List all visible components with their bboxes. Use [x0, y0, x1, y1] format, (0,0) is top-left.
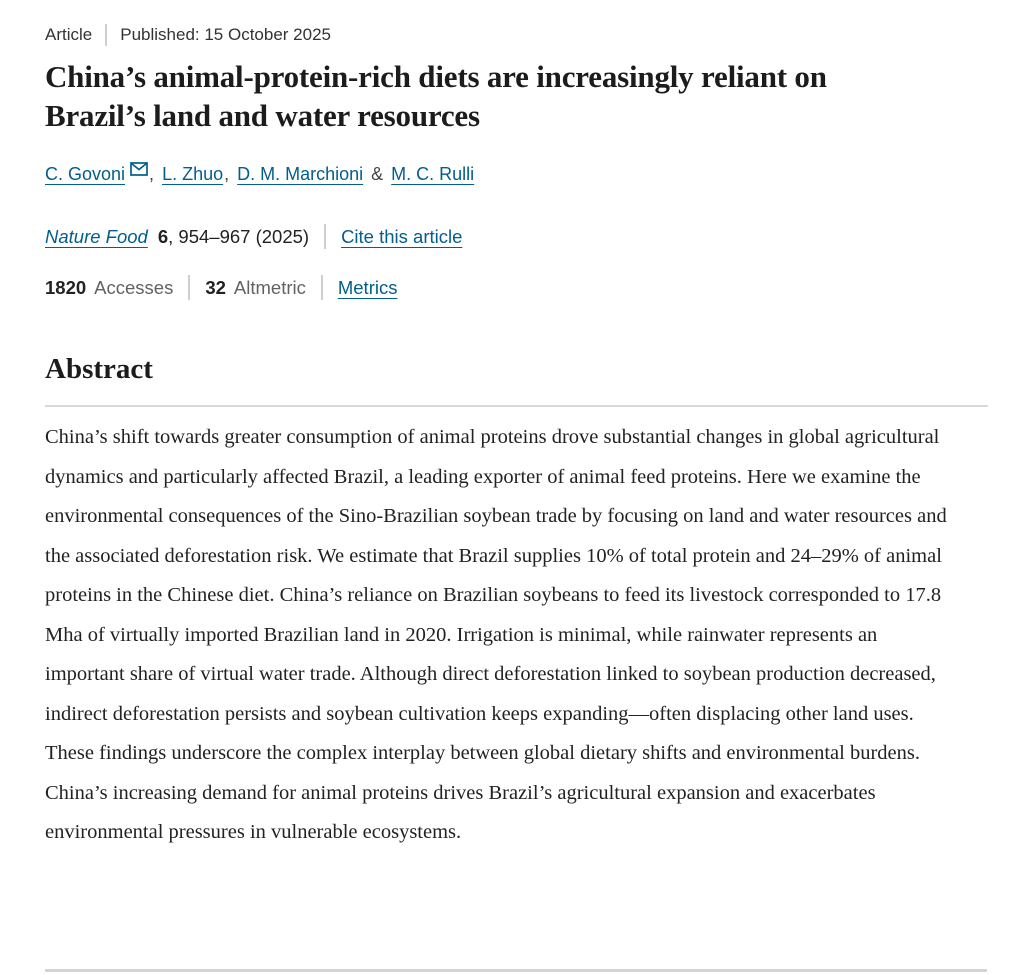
abstract-heading-divider: [45, 405, 988, 407]
author-separator: ,: [149, 164, 155, 184]
author-ampersand: &: [371, 164, 384, 184]
page-title: China’s animal-protein-rich diets are increasingly reliant on Brazil’s land and water resources: [45, 59, 827, 133]
cite-this-article-link[interactable]: Cite this article: [341, 225, 463, 247]
journal-citation-row: [45, 224, 990, 249]
metrics-divider: [188, 275, 190, 300]
article-meta-row: [45, 24, 990, 46]
journal-link[interactable]: Nature Food: [45, 225, 148, 247]
citation-divider: [324, 224, 326, 249]
article-type-label: Article: [45, 25, 93, 44]
author-link-marchioni[interactable]: D. M. Marchioni: [237, 164, 364, 184]
abstract-paragraph: China’s shift towards greater consumption of animal proteins drove substantial changes in global agricultural dynamics and particularly affected Brazil, a leading exporter of animal feed proteins. Here we examine the environmental consequences of the Sino-Brazilian soybean trade by focusing on land and water resources and the associated deforestation risk. We estimate that Brazil supplies 10% of total protein and 24–29% of animal proteins in the Chinese diet. China’s reliance on Brazilian soybeans to feed its livestock corresponded to 17.8 Mha of virtually imported Brazilian land in 2020. Irrigation is minimal, while rainwater represents an important share of virtual water trade. Although direct deforestation linked to soybean production decreased, indirect deforestation persists and soybean cultivation keeps expanding—often displacing other land uses. These findings underscore the complex interplay between global dietary shifts and environmental burdens. China’s increasing demand for animal proteins drives Brazil’s agricultural expansion and exacerbates environmental pressures in vulnerable ecosystems.: [45, 426, 947, 843]
meta-divider: [105, 24, 107, 46]
altmetric-count: 32: [205, 276, 226, 298]
published-date: Published: 15 October 2025: [120, 25, 331, 44]
author-link-govoni[interactable]: C. Govoni: [45, 164, 126, 184]
accesses-count: 1820: [45, 276, 87, 298]
author-separator: ,: [224, 164, 230, 184]
journal-pages-year: , 954–967 (2025): [168, 225, 310, 247]
author-link-zhuo[interactable]: L. Zhuo: [162, 164, 224, 184]
email-icon[interactable]: [130, 162, 148, 176]
author-link-rulli[interactable]: M. C. Rulli: [391, 164, 475, 184]
abstract-heading: Abstract: [45, 353, 153, 385]
authors-row: [45, 164, 990, 185]
metrics-row: [45, 275, 990, 300]
next-section-divider: [45, 969, 987, 972]
accesses-label: Accesses: [94, 276, 174, 298]
altmetric-label: Altmetric: [233, 276, 306, 298]
journal-volume: 6: [157, 225, 169, 247]
metrics-divider: [321, 275, 323, 300]
metrics-link[interactable]: Metrics: [337, 276, 398, 298]
